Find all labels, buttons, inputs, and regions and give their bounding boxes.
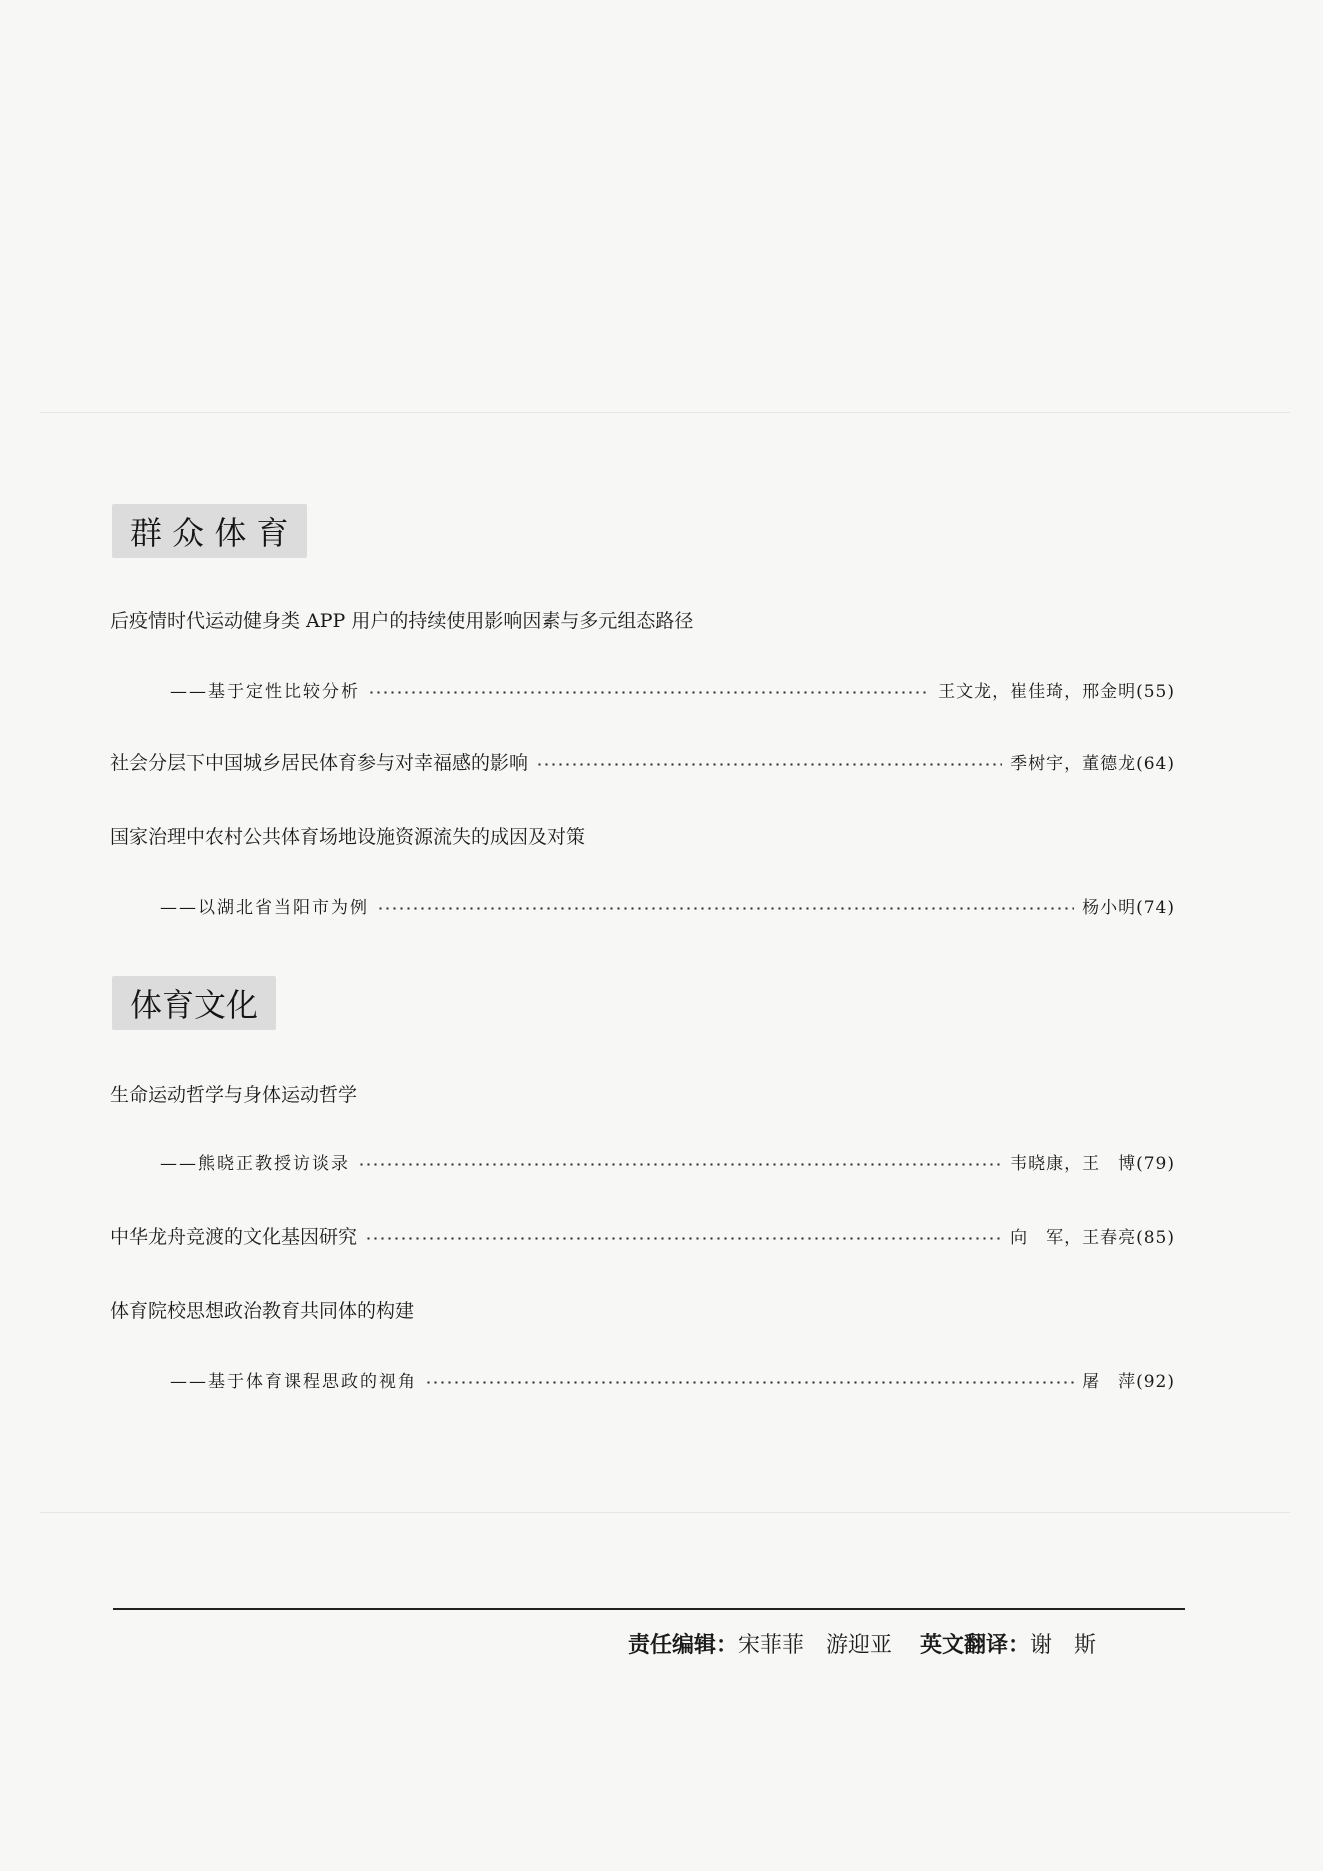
dot-leader <box>536 763 1002 766</box>
section-heading-mass-sports: 群 众 体 育 <box>112 504 307 558</box>
dot-leader <box>368 691 930 694</box>
translator-name: 谢 斯 <box>1030 1633 1097 1658</box>
article-title: 生命运动哲学与身体运动哲学 <box>110 1084 358 1106</box>
article-title: 后疫情时代运动健身类 APP 用户的持续使用影响因素与多元组态路径 <box>110 610 694 632</box>
toc-entry <box>170 1364 1175 1394</box>
authors-page: 季树宇，董德龙(64) <box>1010 753 1175 774</box>
authors-page: 向 军，王春亮(85) <box>1010 1227 1175 1248</box>
section-heading-sports-culture: 体育文化 <box>112 976 276 1030</box>
dot-leader <box>358 1163 1002 1166</box>
toc-entry <box>110 746 1175 776</box>
authors-page: 杨小明(74) <box>1082 897 1175 918</box>
article-title: 体育院校思想政治教育共同体的构建 <box>110 1300 415 1322</box>
article-title: 中华龙舟竞渡的文化基因研究 <box>110 1225 358 1248</box>
footer-rule <box>113 1608 1185 1610</box>
editor-label: 责任编辑： <box>628 1633 739 1658</box>
article-subtitle: ——熊晓正教授访谈录 <box>160 1153 350 1174</box>
editor-names: 宋菲菲 游迎亚 <box>738 1633 893 1658</box>
authors-page: 屠 萍(92) <box>1082 1371 1175 1392</box>
credits <box>628 1628 1096 1659</box>
article-subtitle: ——基于体育课程思政的视角 <box>170 1371 417 1392</box>
dot-leader <box>377 907 1074 910</box>
dot-leader <box>365 1237 1002 1240</box>
toc-entry <box>160 1146 1175 1176</box>
article-title: 国家治理中农村公共体育场地设施资源流失的成因及对策 <box>110 826 586 848</box>
toc-entry <box>170 674 1175 704</box>
scan-artifact-line <box>40 412 1290 413</box>
article-subtitle: ——以湖北省当阳市为例 <box>160 897 369 918</box>
scan-artifact-line <box>40 1512 1290 1513</box>
translator-label: 英文翻译： <box>920 1633 1031 1658</box>
toc-entry <box>160 890 1175 920</box>
authors-page: 王文龙，崔佳琦，邢金明(55) <box>938 681 1175 702</box>
authors-page: 韦晓康，王 博(79) <box>1010 1153 1175 1174</box>
toc-entry <box>110 1220 1175 1250</box>
article-title: 社会分层下中国城乡居民体育参与对幸福感的影响 <box>110 751 529 774</box>
dot-leader <box>425 1381 1074 1384</box>
article-subtitle: ——基于定性比较分析 <box>170 681 360 702</box>
